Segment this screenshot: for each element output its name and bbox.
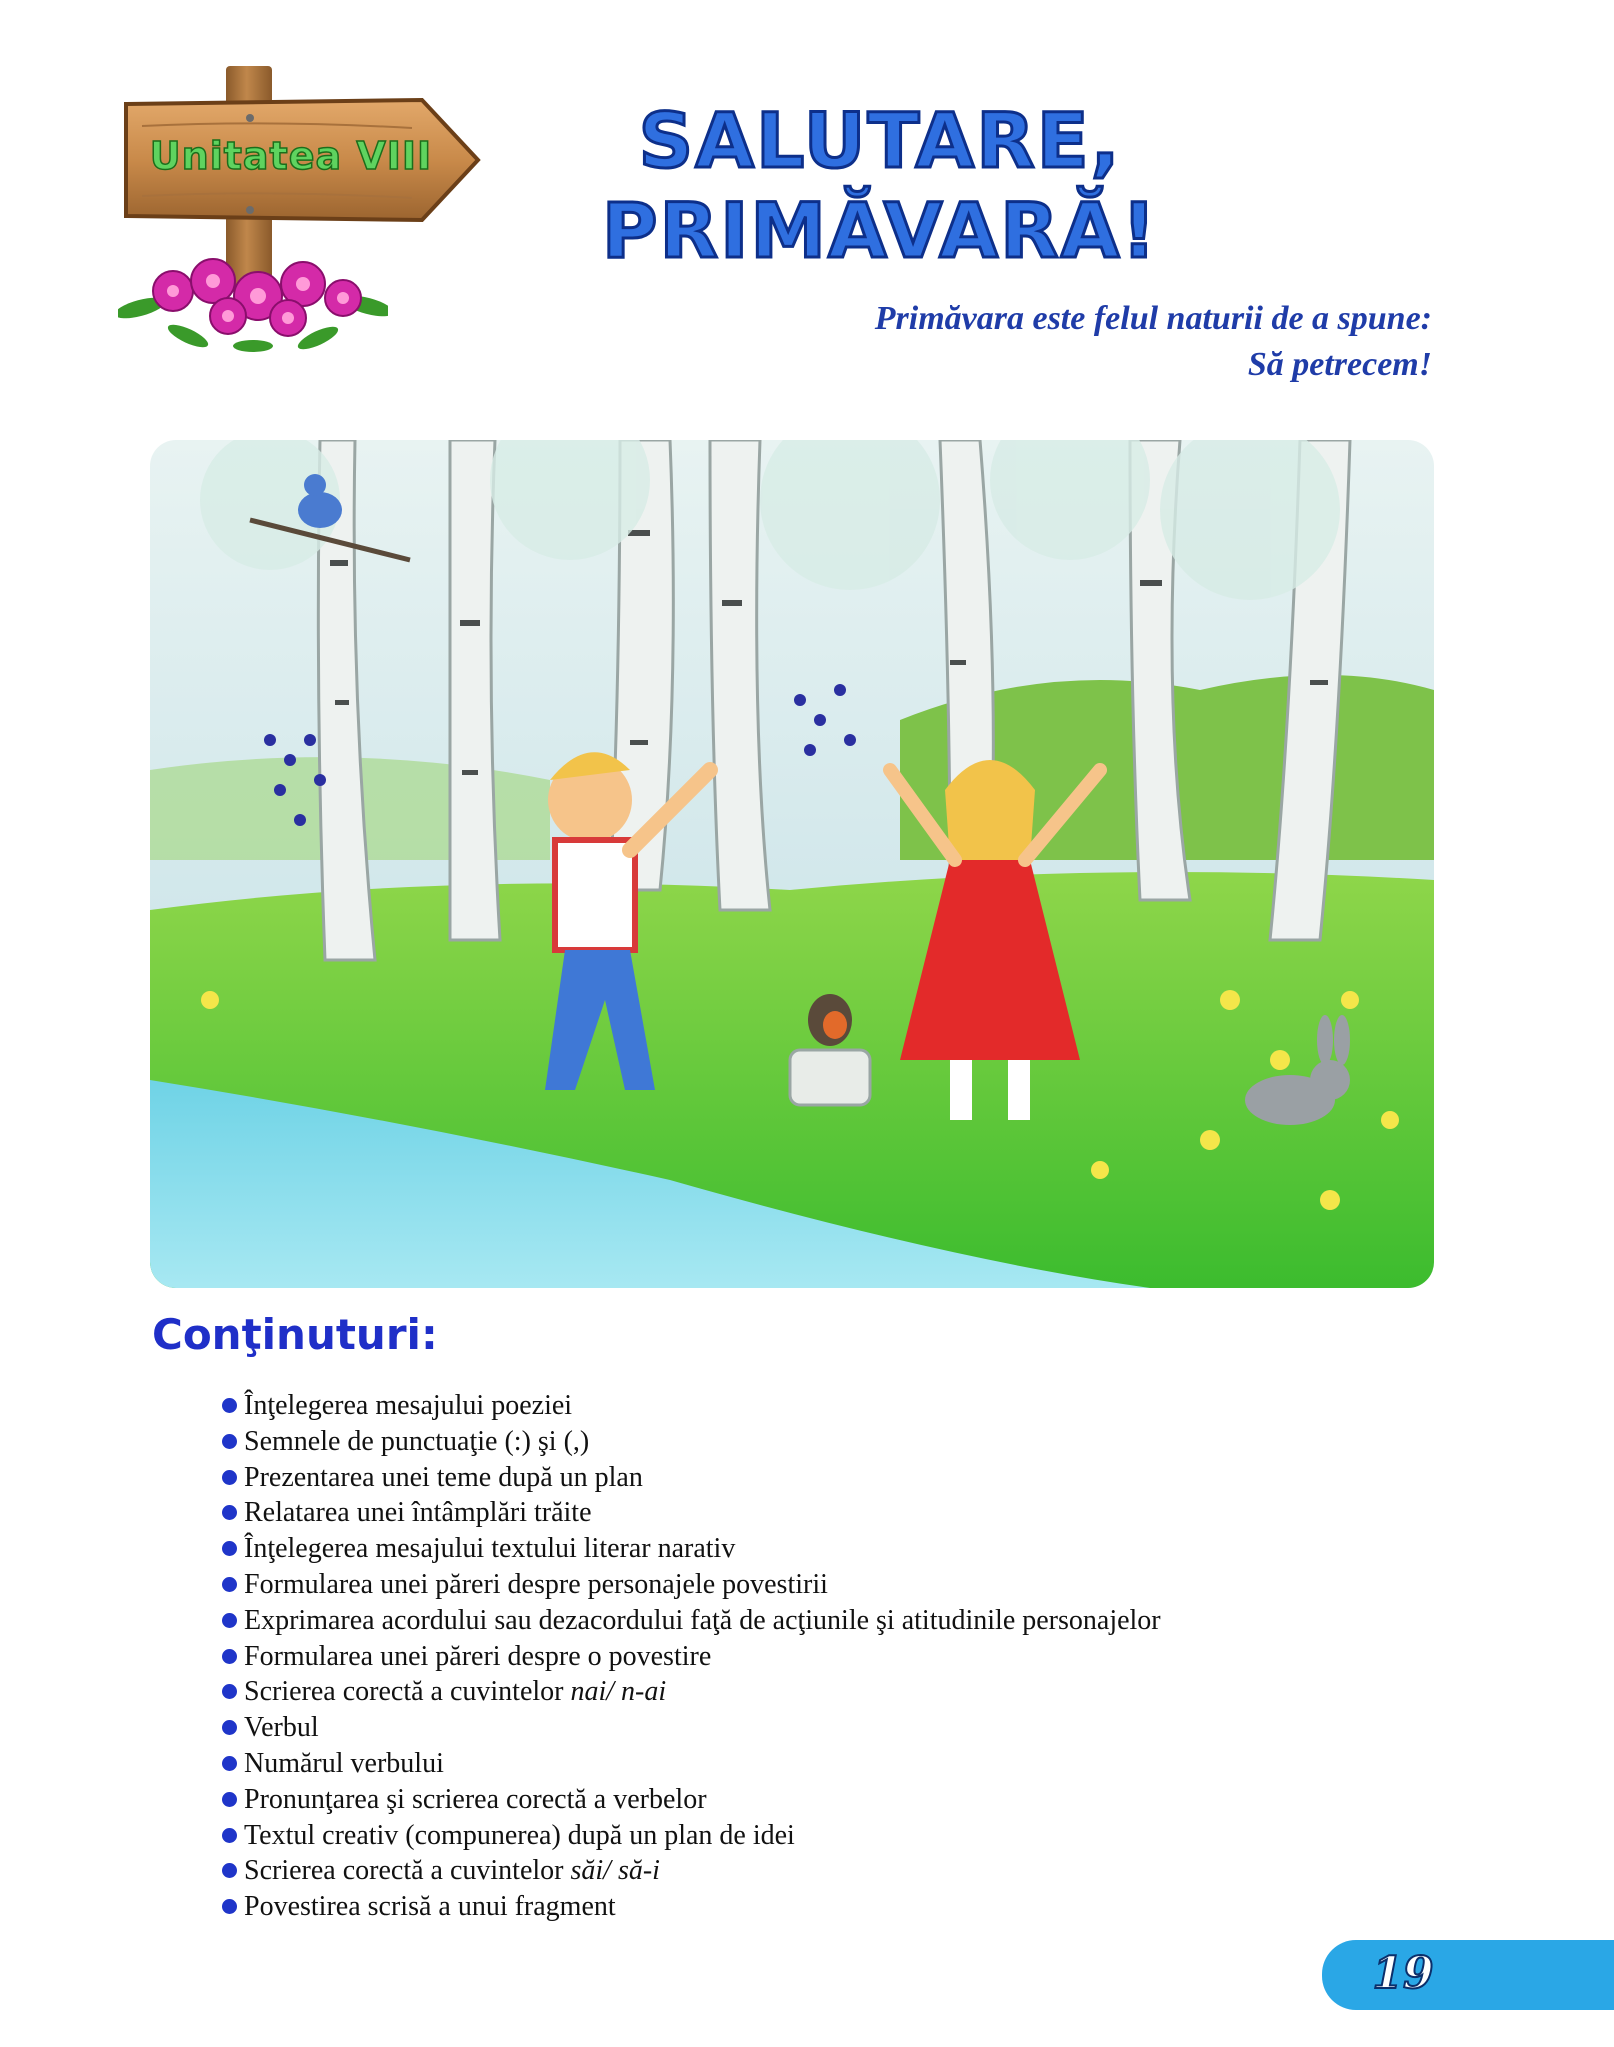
motto-line-1: Primăvara este felul naturii de a spune:	[874, 300, 1432, 337]
list-item	[222, 1567, 1161, 1603]
list-item	[222, 1818, 1161, 1854]
list-item	[222, 1531, 1161, 1567]
list-item	[222, 1424, 1161, 1460]
nail-icon	[246, 114, 254, 122]
list-item-text: Scrierea corectă a cuvintelor	[244, 1855, 571, 1887]
list-item-italic-text: nai/ n-ai	[570, 1676, 667, 1708]
list-item-text: Semnele de punctuaţie (:) şi (,)	[244, 1425, 590, 1457]
list-item	[222, 1460, 1161, 1496]
bullet-icon	[222, 1899, 237, 1914]
spring-forest-illustration	[150, 440, 1434, 1288]
bullet-icon	[222, 1613, 237, 1628]
list-item	[222, 1782, 1161, 1818]
list-item	[222, 1388, 1161, 1424]
list-item	[222, 1853, 1161, 1889]
list-item-text: Scrierea corectă a cuvintelor	[244, 1676, 571, 1708]
bullet-icon	[222, 1505, 237, 1520]
bullet-icon	[222, 1649, 237, 1664]
unit-label-text: Unitatea VIII	[149, 134, 433, 178]
list-item-text: Formularea unei păreri despre personajele povestirii	[244, 1568, 828, 1600]
nail-icon	[246, 206, 254, 214]
bullet-icon	[222, 1684, 237, 1699]
list-item-italic-text: săi/ să-i	[570, 1855, 660, 1887]
list-item-text: Verbul	[244, 1712, 319, 1744]
bullet-icon	[222, 1756, 237, 1771]
bullet-icon	[222, 1720, 237, 1735]
list-item	[222, 1639, 1161, 1675]
list-item-text: Numărul verbului	[244, 1747, 444, 1779]
contents-heading: Conţinuturi:	[152, 1310, 438, 1359]
list-item-text: Relatarea unei întâmplări trăite	[244, 1497, 592, 1529]
list-item	[222, 1746, 1161, 1782]
unit-label	[126, 134, 456, 178]
title-line-2: PRIMĂVARĂ!	[601, 186, 1159, 275]
title-line-1: SALUTARE,	[638, 96, 1122, 185]
list-item-text: Formularea unei păreri despre o povestire	[244, 1640, 712, 1672]
motto-line-2: Să petrecem!	[1247, 346, 1432, 383]
bullet-icon	[222, 1470, 237, 1485]
list-item-text: Înţelegerea mesajului poeziei	[244, 1390, 573, 1421]
page-title	[560, 96, 1200, 276]
list-item-text: Povestirea scrisă a unui fragment	[244, 1891, 616, 1923]
list-item-text: Pronunţarea şi scrierea corectă a verbelor	[244, 1783, 707, 1815]
list-item	[222, 1710, 1161, 1746]
contents-list	[222, 1388, 1161, 1925]
pink-flowers-icon	[118, 246, 388, 356]
list-item-text: Exprimarea acordului sau dezacordului faţă de acţiunile şi atitudinile personajelor	[244, 1604, 1161, 1636]
bullet-icon	[222, 1398, 237, 1413]
page-number: 19	[1372, 1948, 1434, 1999]
bullet-icon	[222, 1863, 237, 1878]
list-item-text: Textul creativ (compunerea) după un plan de idei	[244, 1819, 795, 1851]
list-item	[222, 1674, 1161, 1710]
list-item-text: Înţelegerea mesajului textului literar narativ	[244, 1533, 736, 1565]
list-item	[222, 1889, 1161, 1925]
unit-signpost	[118, 66, 498, 356]
bullet-icon	[222, 1434, 237, 1449]
list-item	[222, 1495, 1161, 1531]
bullet-icon	[222, 1541, 237, 1556]
list-item-text: Prezentarea unei teme după un plan	[244, 1461, 643, 1493]
bullet-icon	[222, 1792, 237, 1807]
motto	[875, 296, 1432, 388]
bullet-icon	[222, 1828, 237, 1843]
list-item	[222, 1603, 1161, 1639]
bullet-icon	[222, 1577, 237, 1592]
